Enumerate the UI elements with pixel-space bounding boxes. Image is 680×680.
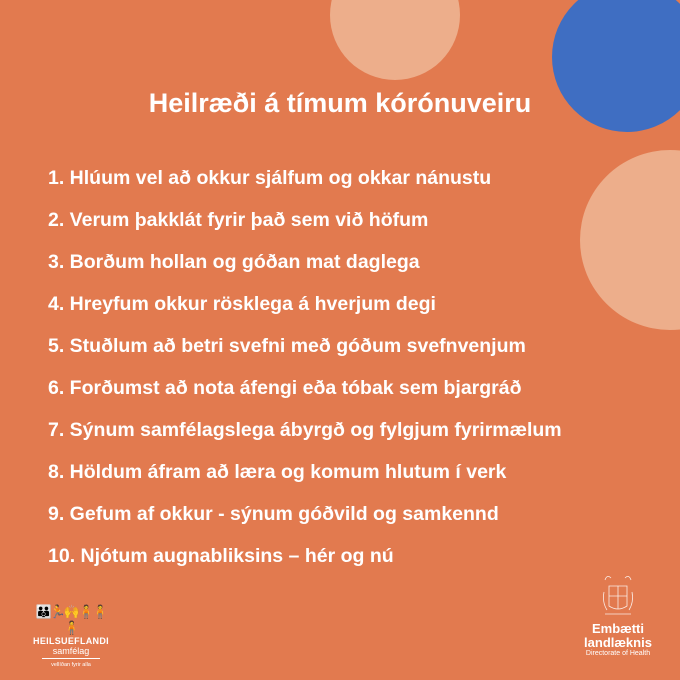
tips-list [48, 163, 668, 583]
page-title: Heilræði á tímum kórónuveiru [148, 88, 532, 118]
coat-of-arms-icon [601, 572, 635, 620]
people-icon: 👪🏃🙌🧍🧍🧍 [35, 604, 107, 635]
logo-name: HEILSUEFLANDI [33, 636, 109, 646]
list-item: 6. Forðumst að nota áfengi eða tóbak sem bjargráð [48, 377, 522, 399]
logo-sub: samfélag [42, 646, 100, 659]
logo-line1: Embætti [592, 621, 644, 636]
logo-tagline: vellíðan fyrir alla [51, 662, 91, 668]
list-item: 1. Hlúum vel að okkur sjálfum og okkar nánustu [48, 167, 492, 189]
decorative-circle-peach-top [330, 0, 460, 80]
landlaeknir-logo [578, 572, 658, 657]
list-item: 9. Gefum af okkur - sýnum góðvild og samkennd [48, 503, 499, 525]
logo-line3: Directorate of Health [585, 650, 651, 657]
heilsueflandi-logo [30, 604, 112, 668]
list-item: 5. Stuðlum að betri svefni með góðum svefnvenjum [48, 335, 526, 357]
list-item: 2. Verum þakklát fyrir það sem við höfum [48, 209, 429, 231]
list-item: 8. Höldum áfram að læra og komum hlutum í verk [48, 461, 507, 483]
list-item: 10. Njótum augnabliksins – hér og nú [48, 545, 394, 567]
logo-line2: landlæknis [584, 635, 652, 650]
list-item: 7. Sýnum samfélagslega ábyrgð og fylgjum fyrirmælum [48, 419, 562, 441]
list-item: 4. Hreyfum okkur rösklega á hverjum degi [48, 293, 436, 315]
list-item: 3. Borðum hollan og góðan mat daglega [48, 251, 420, 273]
